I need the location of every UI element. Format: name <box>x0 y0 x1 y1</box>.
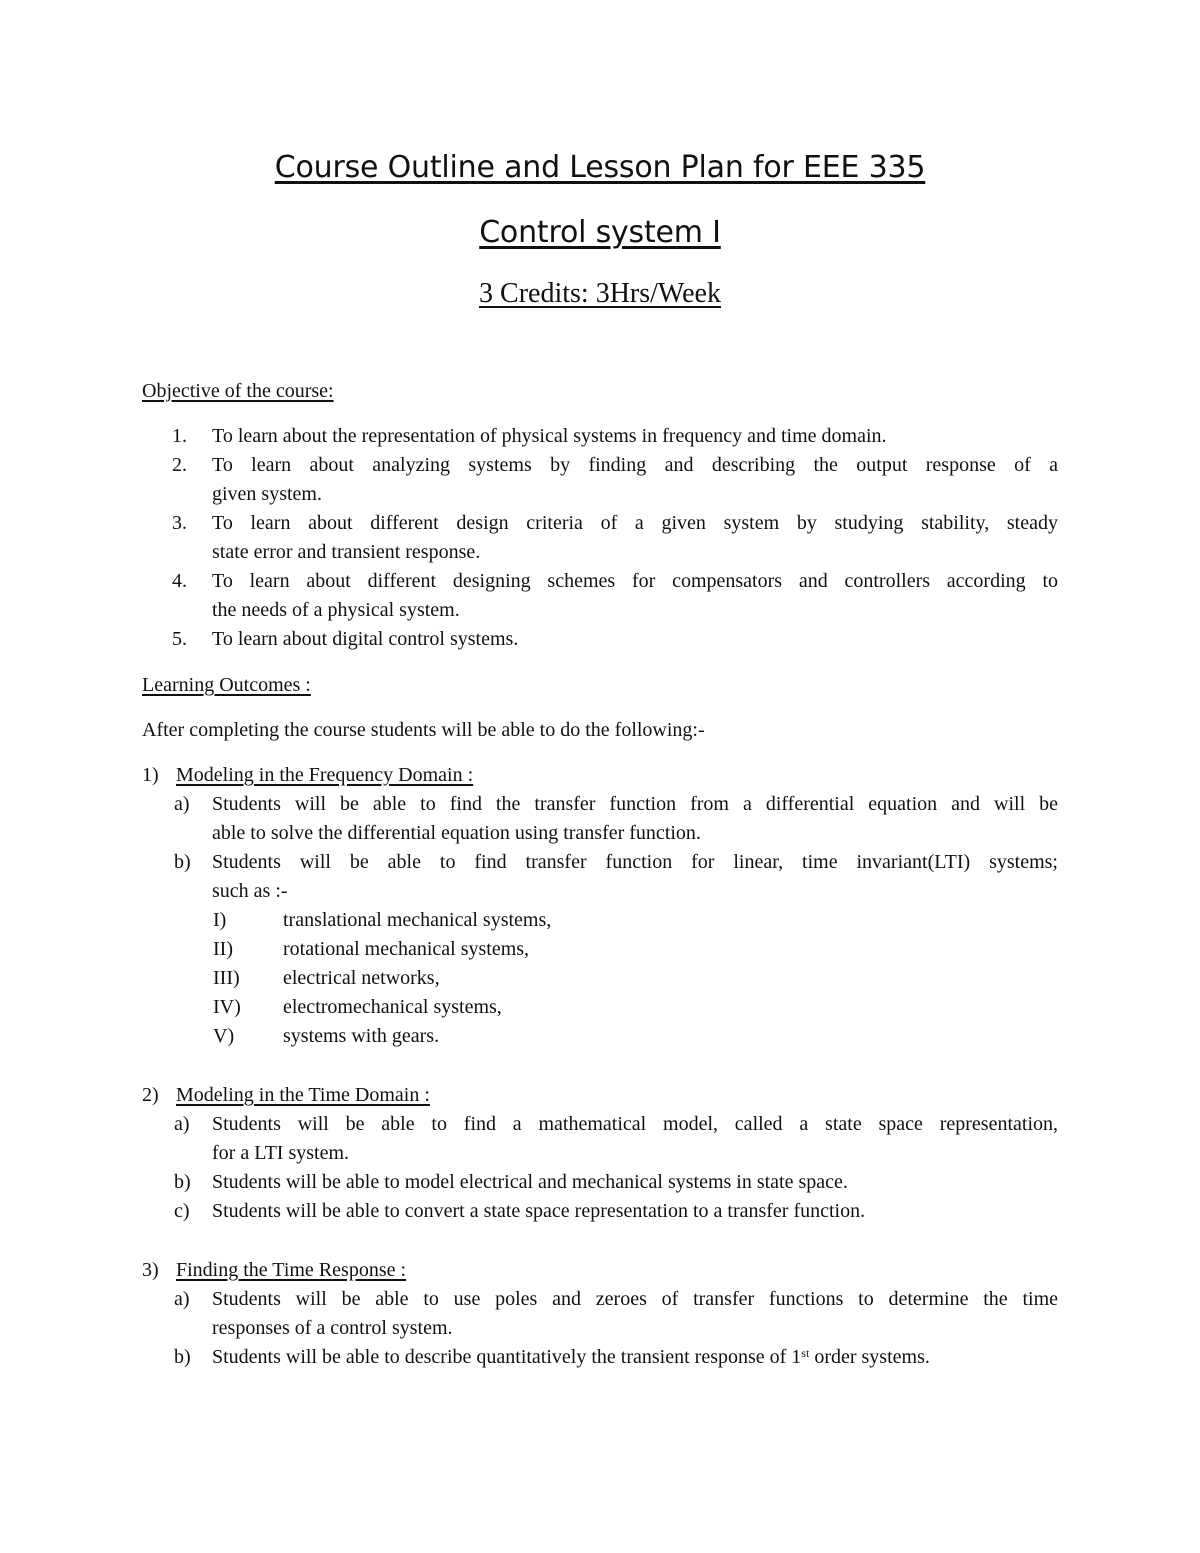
objective-number: 5. <box>172 628 187 650</box>
subitem-text: translational mechanical systems, <box>283 909 552 931</box>
ordinal-superscript: st <box>801 1346 810 1360</box>
objective-text-cont: the needs of a physical system. <box>212 599 460 621</box>
item-letter: a) <box>174 1113 190 1135</box>
objective-text: To learn about the representation of physical systems in frequency and time domain. <box>212 425 887 447</box>
item-letter: a) <box>174 793 190 815</box>
item-text <box>212 1345 930 1369</box>
item-letter: b) <box>174 1346 191 1368</box>
page-title: Course Outline and Lesson Plan for EEE 335 <box>274 150 926 185</box>
objective-text-cont: state error and transient response. <box>212 541 481 563</box>
item-text-cont: such as :- <box>212 880 288 902</box>
outcomes-heading: Learning Outcomes : <box>142 674 311 696</box>
objective-number: 2. <box>172 454 187 476</box>
item-letter: b) <box>174 851 191 873</box>
roman-numeral: V) <box>213 1025 235 1047</box>
item-text: Students will be able to model electrical and mechanical systems in state space. <box>212 1171 848 1193</box>
item-text-cont: able to solve the differential equation using transfer function. <box>212 822 701 844</box>
item-text: Students will be able to convert a state space representation to a transfer function. <box>212 1200 866 1222</box>
subitem-text: rotational mechanical systems, <box>283 938 530 960</box>
section-number: 1) <box>142 764 159 786</box>
objectives-heading: Objective of the course: <box>142 380 334 402</box>
item-letter: a) <box>174 1288 190 1310</box>
section-title: Finding the Time Response : <box>176 1259 407 1281</box>
item-text-main: Students will be able to describe quantitatively the transient response of 1 <box>212 1346 802 1368</box>
objective-number: 3. <box>172 512 187 534</box>
objective-text-cont: given system. <box>212 483 322 505</box>
item-text-tail: order systems. <box>809 1346 930 1368</box>
section-number: 3) <box>142 1259 159 1281</box>
objective-number: 4. <box>172 570 187 592</box>
roman-numeral: II) <box>213 938 233 960</box>
objective-text: To learn about digital control systems. <box>212 628 519 650</box>
item-letter: c) <box>174 1200 190 1222</box>
section-title: Modeling in the Time Domain : <box>176 1084 430 1106</box>
subitem-text: electrical networks, <box>283 967 440 989</box>
section-number: 2) <box>142 1084 159 1106</box>
credits-line: 3 Credits: 3Hrs/Week <box>479 278 721 309</box>
item-text: Students will be able to find transfer function for linear, time invariant(LTI) systems; <box>212 851 1058 873</box>
section-title: Modeling in the Frequency Domain : <box>176 764 474 786</box>
item-text: Students will be able to find the transfer function from a differential equation and will be <box>212 793 1058 815</box>
roman-numeral: III) <box>213 967 240 989</box>
outcomes-intro: After completing the course students will be able to do the following:- <box>142 719 705 741</box>
item-text: Students will be able to find a mathematical model, called a state space representation, <box>212 1113 1058 1135</box>
item-text-cont: responses of a control system. <box>212 1317 453 1339</box>
subitem-text: systems with gears. <box>283 1025 440 1047</box>
roman-numeral: I) <box>213 909 227 931</box>
objective-number: 1. <box>172 425 187 447</box>
objective-text: To learn about different design criteria of a given system by studying stability, steady <box>212 512 1058 534</box>
objective-text: To learn about different designing schemes for compensators and controllers according to <box>212 570 1058 592</box>
roman-numeral: IV) <box>213 996 241 1018</box>
objective-text: To learn about analyzing systems by finding and describing the output response of a <box>212 454 1058 476</box>
item-text: Students will be able to use poles and zeroes of transfer functions to determine the time <box>212 1288 1058 1310</box>
item-text-cont: for a LTI system. <box>212 1142 350 1164</box>
page-subtitle: Control system I <box>479 215 721 250</box>
subitem-text: electromechanical systems, <box>283 996 502 1018</box>
item-letter: b) <box>174 1171 191 1193</box>
